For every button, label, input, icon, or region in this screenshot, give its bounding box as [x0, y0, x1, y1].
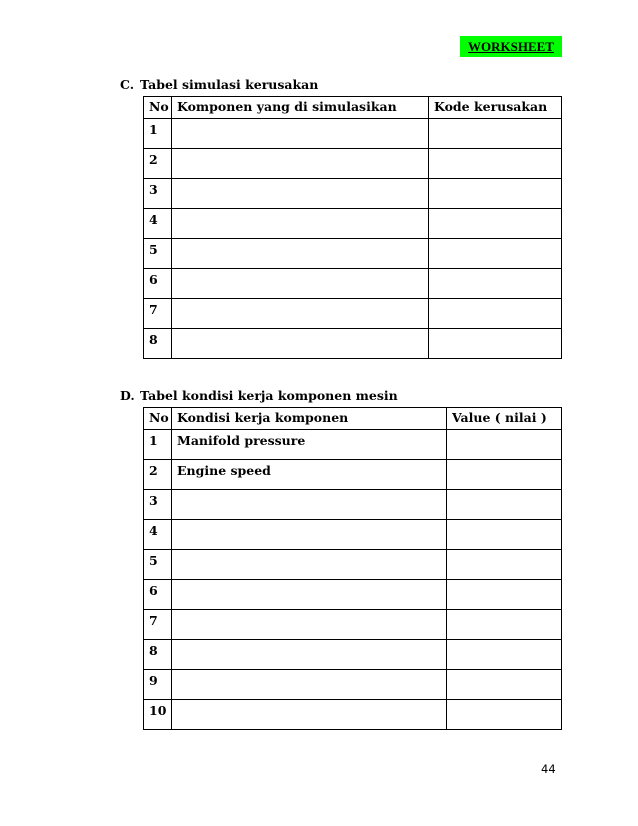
section-c-heading	[120, 77, 318, 92]
column-header-condition: Kondisi kerja komponen	[172, 408, 447, 430]
table-cell	[447, 550, 562, 580]
table-cell	[429, 299, 562, 329]
section-d-heading	[120, 388, 398, 403]
column-header-component: Komponen yang di simulasikan	[172, 97, 429, 119]
table-cell: 3	[144, 490, 172, 520]
table-row	[144, 430, 562, 460]
table-cell	[172, 239, 429, 269]
table-cell	[172, 299, 429, 329]
table-cell	[172, 520, 447, 550]
table-cell	[429, 269, 562, 299]
page-number: 44	[541, 762, 556, 776]
section-d-letter: D.	[120, 388, 135, 403]
table-cell	[429, 119, 562, 149]
table-cell	[172, 490, 447, 520]
table-row	[144, 239, 562, 269]
table-row	[144, 520, 562, 550]
table-row	[144, 179, 562, 209]
section-c-title: Tabel simulasi kerusakan	[140, 77, 319, 92]
table-row	[144, 550, 562, 580]
table-cell	[447, 490, 562, 520]
table-cell	[172, 329, 429, 359]
table-cell	[429, 209, 562, 239]
table-row	[144, 640, 562, 670]
table-cell	[172, 149, 429, 179]
table-cell	[172, 700, 447, 730]
table-row	[144, 580, 562, 610]
table-row	[144, 209, 562, 239]
section-c-letter: C.	[120, 77, 135, 92]
table-cell	[172, 269, 429, 299]
table-cell: 5	[144, 239, 172, 269]
table-cell	[429, 329, 562, 359]
column-header-no: No	[144, 408, 172, 430]
table-cell	[429, 239, 562, 269]
table-cell	[447, 670, 562, 700]
table-cell: 7	[144, 299, 172, 329]
table-cell: Manifold pressure	[172, 430, 447, 460]
table-cell: 1	[144, 430, 172, 460]
table-cell: 4	[144, 209, 172, 239]
table-cell	[172, 610, 447, 640]
column-header-damage-code: Kode kerusakan	[429, 97, 562, 119]
table-cell	[447, 520, 562, 550]
table-cell	[447, 610, 562, 640]
damage-simulation-table	[143, 96, 562, 359]
table-cell: 8	[144, 640, 172, 670]
table-cell	[447, 430, 562, 460]
table-cell	[447, 640, 562, 670]
column-header-no: No	[144, 97, 172, 119]
engine-component-condition-table	[143, 407, 562, 730]
table-cell: 7	[144, 610, 172, 640]
worksheet-badge: WORKSHEET	[460, 36, 562, 57]
table-row	[144, 700, 562, 730]
table-cell	[172, 580, 447, 610]
section-d-title: Tabel kondisi kerja komponen mesin	[140, 388, 398, 403]
table-row	[144, 490, 562, 520]
table-cell: 2	[144, 149, 172, 179]
table-cell: 8	[144, 329, 172, 359]
table-cell: 3	[144, 179, 172, 209]
column-header-value: Value ( nilai )	[447, 408, 562, 430]
table-cell: 6	[144, 580, 172, 610]
table-cell	[447, 580, 562, 610]
table-row	[144, 269, 562, 299]
table-row	[144, 149, 562, 179]
table-cell	[447, 460, 562, 490]
table-cell	[172, 550, 447, 580]
table-cell	[429, 149, 562, 179]
table-cell: 4	[144, 520, 172, 550]
table-row	[144, 610, 562, 640]
table-cell	[172, 179, 429, 209]
table-cell	[172, 209, 429, 239]
table-row	[144, 460, 562, 490]
table-cell	[172, 640, 447, 670]
table-cell: 1	[144, 119, 172, 149]
table-cell: 6	[144, 269, 172, 299]
table-cell	[429, 179, 562, 209]
table-row	[144, 299, 562, 329]
table-row	[144, 329, 562, 359]
table-cell	[172, 119, 429, 149]
table-cell: 9	[144, 670, 172, 700]
table-cell	[447, 700, 562, 730]
table-row	[144, 670, 562, 700]
table-cell: 5	[144, 550, 172, 580]
table-cell: 2	[144, 460, 172, 490]
table-cell	[172, 670, 447, 700]
table-row	[144, 119, 562, 149]
table-cell: 10	[144, 700, 172, 730]
table-cell: Engine speed	[172, 460, 447, 490]
